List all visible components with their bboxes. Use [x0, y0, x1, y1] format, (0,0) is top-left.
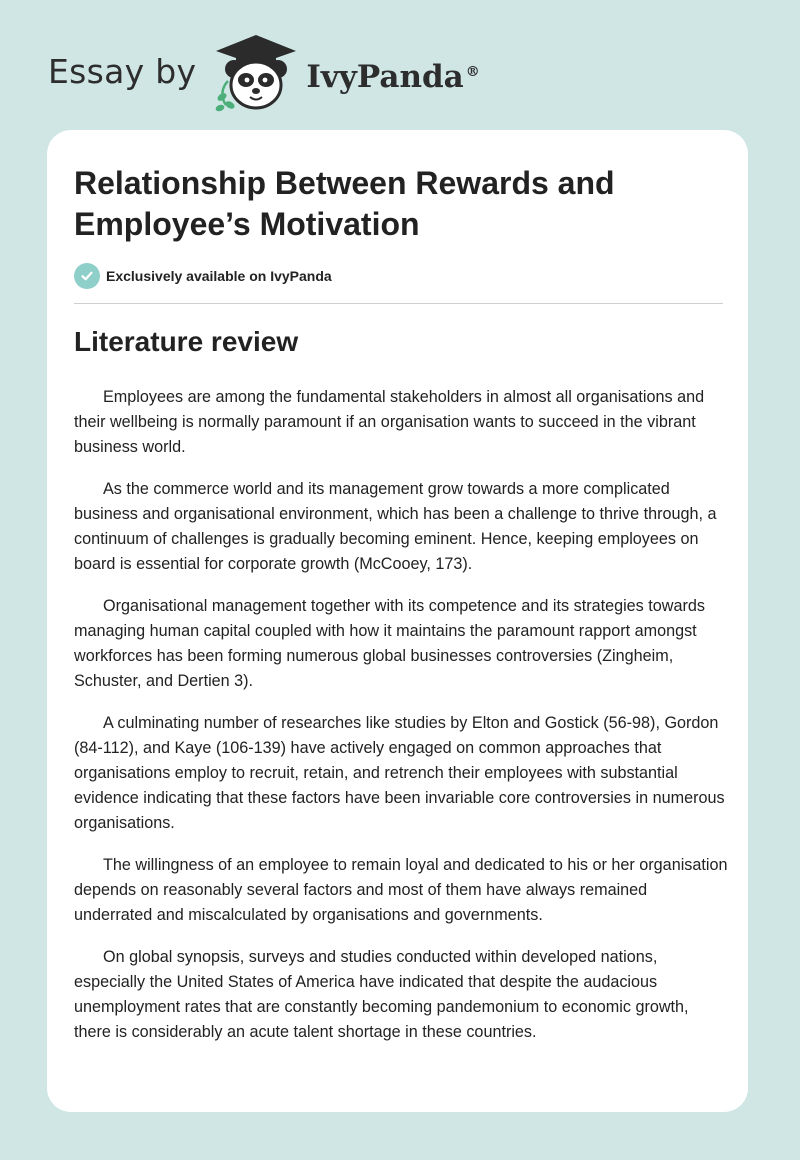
brand-prefix: Essay by: [48, 51, 197, 91]
divider: [74, 303, 723, 304]
brand-name-text: IvyPanda: [306, 59, 464, 95]
paragraph: The willingness of an employee to remain loyal and dedicated to his or her organisation depends on reasonably several factors and most of them have always remained underrated and miscalculated by organisations and governments.: [74, 856, 728, 924]
paragraph: Organisational management together with its competence and its strategies towards managing human capital coupled with how it maintains the paramount rapport amongst workforces has been forming numerous global businesses controversies (Zingheim, Schuster, and Dertien 3).: [74, 597, 705, 690]
page-title: Relationship Between Rewards and Employee’s Motivation: [74, 165, 615, 242]
paragraph: On global synopsis, surveys and studies conducted within developed nations, especially the United States of America have indicated that despite the audacious unemployment rates that are constantly becoming pandemonium to economic growth, there is considerably an acute talent shortage in these countries.: [74, 948, 689, 1041]
section-heading: Literature review: [74, 326, 299, 357]
paragraph: A culminating number of researches like studies by Elton and Gostick (56-98), Gordon (84-112), and Kaye (106-139) have actively engaged on common approaches that organisations employ to recruit, retain, and retrench their employees with substantial evidence indicating that these factors have been invariable core controversies in numerous organisations.: [74, 714, 725, 832]
exclusive-badge: [74, 263, 332, 289]
registered-mark: ®: [465, 63, 480, 80]
essay-card: [47, 130, 748, 1112]
check-circle-icon: [74, 263, 100, 289]
brand-logo[interactable]: [48, 28, 480, 118]
exclusive-label: Exclusively available on IvyPanda: [106, 268, 332, 284]
paragraph: Employees are among the fundamental stakeholders in almost all organisations and their wellbeing is normally paramount if an organisation wants to succeed in the vibrant business world.: [74, 388, 705, 456]
brand-name: [306, 59, 479, 95]
panda-graduate-logo-icon: [210, 31, 302, 115]
paragraph: As the commerce world and its management grow towards a more complicated business and organisational environment, which has been a challenge to thrive through, a continuum of challenges is gradually becoming eminent. Hence, keeping employees on board is essential for corporate growth (McCooey, 173).: [74, 480, 717, 573]
essay-body: [74, 385, 729, 1062]
